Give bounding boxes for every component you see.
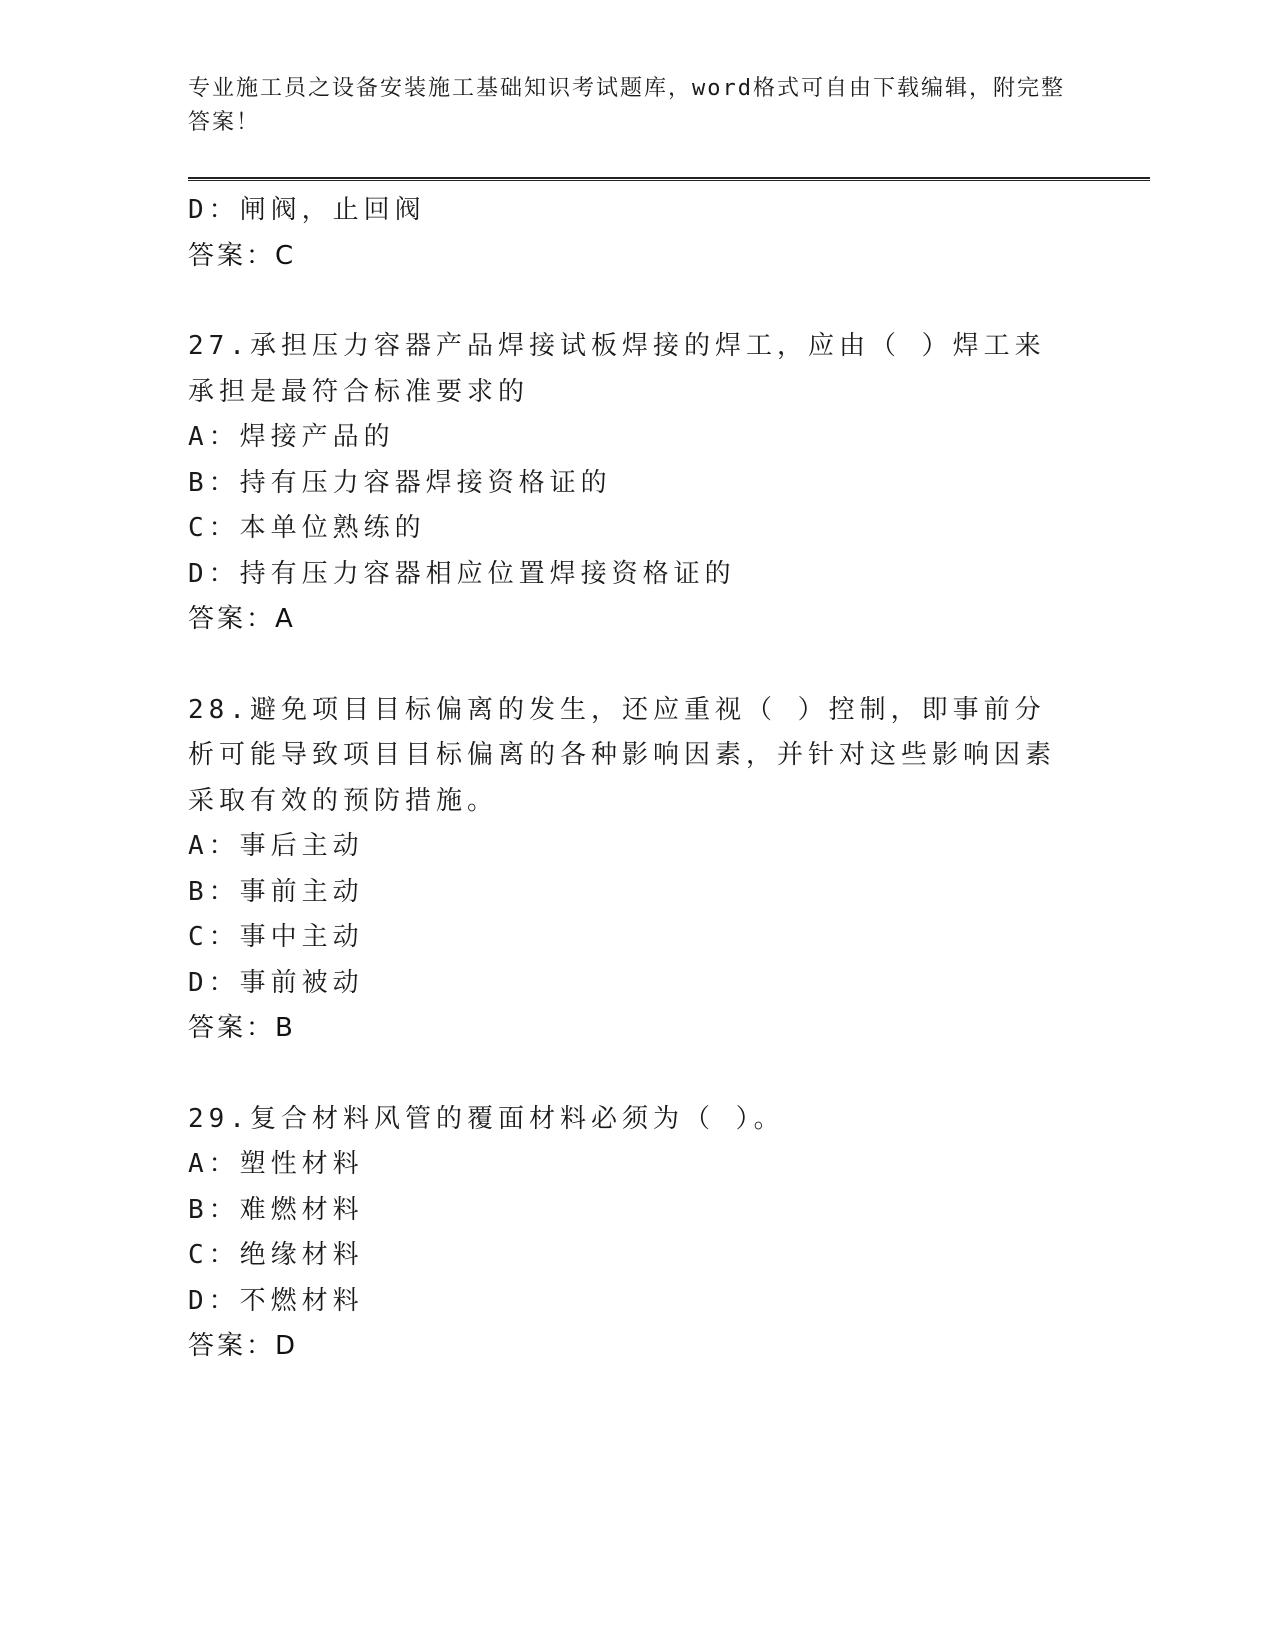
answer: 答案：A: [188, 604, 296, 634]
option-a: A：焊接产品的: [188, 422, 395, 452]
spacer: [188, 1052, 1068, 1097]
option-b: B：事前主动: [188, 876, 364, 907]
option-d: D：持有压力容器相应位置焊接资格证的: [188, 558, 736, 589]
question-content: [188, 188, 1068, 1370]
option-b: B：难燃材料: [188, 1194, 364, 1225]
question-28: [188, 688, 1068, 1052]
answer: 答案：D: [188, 1331, 299, 1361]
option-c: C：本单位熟练的: [188, 513, 426, 543]
spacer: [188, 279, 1068, 324]
question-stem: 27.承担压力容器产品焊接试板焊接的焊工，应由（ ）焊工来承担是最符合标准要求的: [188, 331, 1046, 407]
question-27: [188, 324, 1068, 643]
option-d: D：不燃材料: [188, 1285, 364, 1316]
header-divider: [188, 177, 1150, 181]
option-a: A：事后主动: [188, 831, 364, 861]
header-note: 专业施工员之设备安装施工基础知识考试题库，word格式可自由下载编辑，附完整答案！: [188, 76, 1065, 135]
option-a: A：塑性材料: [188, 1149, 364, 1179]
option-c: C：事中主动: [188, 922, 364, 952]
question-stem: 29.复合材料风管的覆面材料必须为（ ）。: [188, 1103, 785, 1134]
option-d: D：闸阀，止回阀: [188, 195, 426, 225]
option-c: C：绝缘材料: [188, 1240, 364, 1270]
question-29: [188, 1097, 1068, 1370]
question-stem: 28.避免项目目标偏离的发生，还应重视（ ）控制，即事前分析可能导致项目目标偏离的各种影响因素，并针对这些影响因素采取有效的预防措施。: [188, 694, 1057, 816]
option-b: B：持有压力容器焊接资格证的: [188, 467, 612, 498]
option-d: D：事前被动: [188, 967, 364, 998]
answer: 答案：B: [188, 1013, 296, 1043]
spacer: [188, 643, 1068, 688]
answer: 答案：C: [188, 240, 297, 271]
